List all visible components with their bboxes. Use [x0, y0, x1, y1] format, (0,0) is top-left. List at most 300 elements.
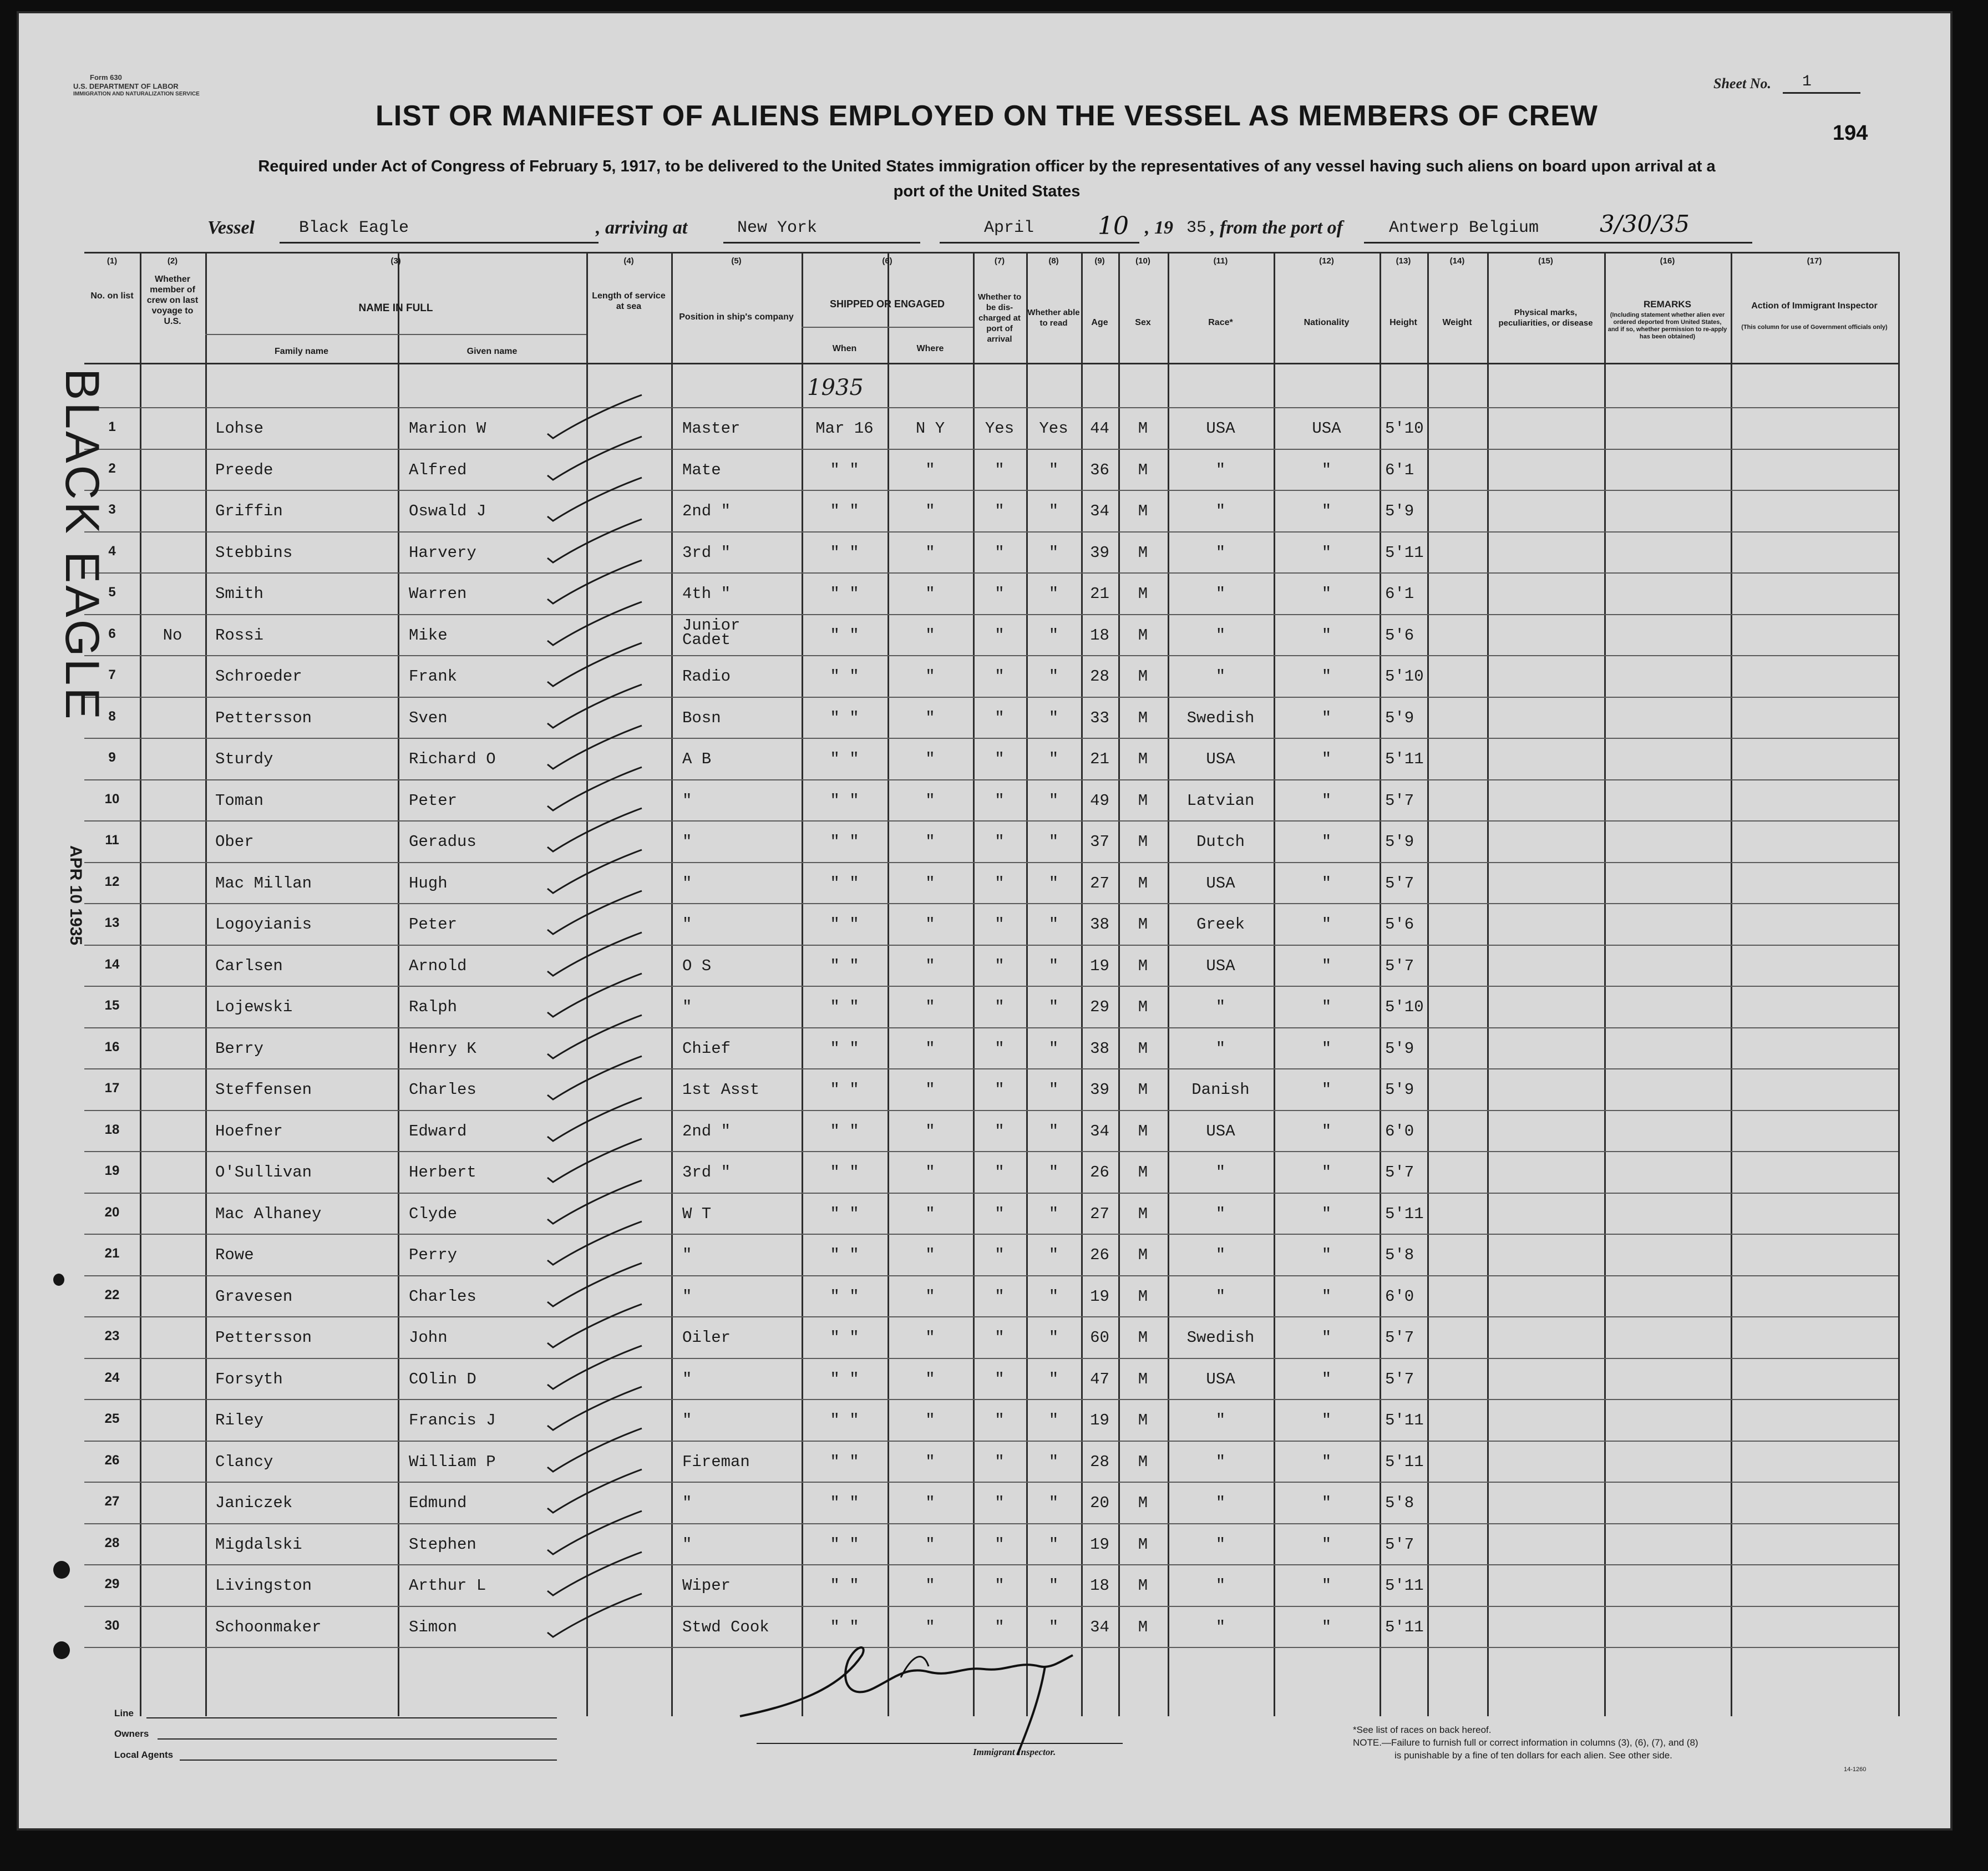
age-cell: 36 — [1090, 460, 1109, 479]
sex-cell: M — [1138, 833, 1148, 851]
arrival-day: 10 — [1098, 212, 1129, 240]
discharged-cell: " — [995, 1618, 1005, 1636]
shipped-subheader-rule — [802, 327, 973, 328]
sex-cell: M — [1138, 667, 1148, 686]
shipped-where-cell: " — [925, 1329, 935, 1347]
shipped-when-cell: " " — [830, 1039, 859, 1058]
family-name-cell: Pettersson — [215, 708, 312, 727]
discharged-cell: " — [995, 1411, 1005, 1429]
height-cell: 5'9 — [1385, 833, 1414, 851]
shipped-where-cell: " — [925, 1246, 935, 1264]
race-cell: USA — [1206, 874, 1235, 893]
shipped-when-cell: " " — [830, 1618, 859, 1636]
shipped-where-cell: " — [925, 1039, 935, 1058]
family-name-cell: Janiczek — [215, 1494, 293, 1512]
height-cell: 5'10 — [1385, 667, 1424, 686]
port-underline — [723, 242, 920, 244]
position-cell: 4th " — [682, 585, 731, 603]
shipped-where-cell: N Y — [915, 419, 945, 438]
sex-cell: M — [1138, 460, 1148, 479]
row-number: 30 — [104, 1618, 120, 1633]
row-number: 2 — [108, 460, 116, 476]
agents-underline — [180, 1760, 557, 1761]
family-name-cell: Riley — [215, 1411, 264, 1429]
column-header: Given name — [466, 347, 518, 356]
able-to-read-cell: " — [1048, 626, 1059, 645]
shipped-when-cell: " " — [830, 460, 859, 479]
given-name-cell: Stephen — [409, 1535, 476, 1554]
discharged-cell: " — [995, 460, 1005, 479]
able-to-read-cell: " — [1048, 998, 1059, 1016]
position-cell: 2nd " — [682, 502, 731, 520]
able-to-read-cell: " — [1048, 1494, 1059, 1512]
last-voyage-cell: No — [163, 626, 182, 645]
race-cell: Greek — [1196, 915, 1245, 934]
stamp-date: APR 10 1935 — [67, 845, 85, 946]
age-cell: 21 — [1090, 750, 1109, 768]
shipped-when-cell: " " — [830, 1163, 859, 1182]
able-to-read-cell: " — [1048, 1039, 1059, 1058]
row-number: 10 — [104, 791, 120, 807]
position-cell: " — [682, 1535, 692, 1554]
nationality-cell: " — [1321, 833, 1332, 851]
binder-hole — [53, 1274, 64, 1286]
nationality-cell: " — [1321, 874, 1332, 893]
arrival-port: New York — [737, 219, 818, 237]
race-cell: " — [1215, 1535, 1226, 1554]
able-to-read-cell: " — [1048, 1204, 1059, 1223]
year-prefix: , 19 — [1145, 217, 1173, 238]
shipped-when-cell: " " — [830, 667, 859, 686]
age-cell: 18 — [1090, 626, 1109, 645]
position-cell: " — [682, 874, 692, 893]
given-name-cell: Henry K — [409, 1039, 476, 1058]
penalty-note-1: NOTE.—Failure to furnish full or correct information in columns (3), (6), (7), and (8) — [1353, 1737, 1698, 1748]
able-to-read-cell: " — [1048, 1246, 1059, 1264]
nationality-cell: " — [1321, 956, 1332, 975]
nationality-cell: " — [1321, 1411, 1332, 1429]
discharged-cell: " — [995, 750, 1005, 768]
sex-cell: M — [1138, 1122, 1148, 1140]
row-number: 15 — [104, 998, 120, 1013]
race-cell: " — [1215, 1204, 1226, 1223]
owners-underline — [158, 1738, 557, 1740]
age-cell: 33 — [1090, 708, 1109, 727]
position-cell: " — [682, 1370, 692, 1388]
family-name-cell: Lohse — [215, 419, 264, 438]
given-name-cell: Hugh — [409, 874, 448, 893]
position-cell: Chief — [682, 1039, 731, 1058]
shipped-when-cell: " " — [830, 1204, 859, 1223]
given-name-cell: William P — [409, 1452, 496, 1471]
side-stamp — [36, 368, 109, 1056]
position-cell: Oiler — [682, 1329, 731, 1347]
nationality-cell: " — [1321, 1081, 1332, 1099]
race-cell: " — [1215, 1494, 1226, 1512]
race-cell: " — [1215, 460, 1226, 479]
race-cell: Danish — [1191, 1081, 1250, 1099]
shipped-when-cell: " " — [830, 502, 859, 520]
position-cell: " — [682, 998, 692, 1016]
discharged-cell: " — [995, 1535, 1005, 1554]
nationality-cell: " — [1321, 1370, 1332, 1388]
position-cell: 3rd " — [682, 1163, 731, 1182]
height-cell: 6'1 — [1385, 585, 1414, 603]
height-cell: 5'6 — [1385, 626, 1414, 645]
shipped-where-cell: " — [925, 502, 935, 520]
shipped-when-cell: " " — [830, 750, 859, 768]
race-cell: " — [1215, 1246, 1226, 1264]
race-cell: USA — [1206, 419, 1235, 438]
shipped-where-cell: " — [925, 1618, 935, 1636]
column-header: Whether able to read — [1027, 308, 1080, 328]
departure-date: 3/30/35 — [1600, 210, 1690, 237]
column-number: (8) — [1048, 256, 1059, 266]
owners-label: Owners — [114, 1728, 149, 1739]
family-name-cell: Clancy — [215, 1452, 273, 1471]
able-to-read-cell: " — [1048, 750, 1059, 768]
row-number: 14 — [104, 956, 120, 972]
discharged-cell: " — [995, 1452, 1005, 1471]
sex-cell: M — [1138, 626, 1148, 645]
age-cell: 19 — [1090, 1411, 1109, 1429]
nationality-cell: " — [1321, 791, 1332, 810]
discharged-cell: " — [995, 1287, 1005, 1306]
column-number: (11) — [1213, 256, 1228, 266]
name-subheader-rule — [205, 334, 586, 335]
column-number: (12) — [1319, 256, 1334, 266]
sheet-number-value: 1 — [1802, 73, 1812, 90]
column-number: (1) — [106, 256, 118, 266]
arrival-month: April — [984, 219, 1034, 237]
sex-cell: M — [1138, 1411, 1148, 1429]
shipped-where-cell: " — [925, 750, 935, 768]
able-to-read-cell: " — [1048, 708, 1059, 727]
family-name-cell: Mac Alhaney — [215, 1204, 322, 1223]
column-header: Whether to be dis-charged at port of arrival — [977, 292, 1022, 344]
discharged-cell: " — [995, 956, 1005, 975]
nationality-cell: " — [1321, 585, 1332, 603]
form-code: 14-1260 — [1844, 1766, 1867, 1773]
nationality-cell: " — [1321, 1329, 1332, 1347]
shipped-when-cell: " " — [830, 791, 859, 810]
family-name-cell: Schroeder — [215, 667, 302, 686]
given-name-cell: COlin D — [409, 1370, 476, 1388]
given-name-cell: Oswald J — [409, 502, 486, 520]
race-cell: " — [1215, 667, 1226, 686]
able-to-read-cell: " — [1048, 1122, 1059, 1140]
column-header: REMARKS — [1644, 299, 1691, 310]
given-name-cell: Mike — [409, 626, 448, 645]
position-cell: A B — [682, 750, 712, 768]
nationality-cell: " — [1321, 915, 1332, 934]
nationality-cell: " — [1321, 502, 1332, 520]
able-to-read-cell: " — [1048, 1535, 1059, 1554]
race-cell: USA — [1206, 1370, 1235, 1388]
penalty-note-2: is punishable by a fine of ten dollars for each alien. See other side. — [1394, 1750, 1672, 1761]
age-cell: 39 — [1090, 1081, 1109, 1099]
header-bottom-rule — [84, 363, 1898, 364]
sex-cell: M — [1138, 1370, 1148, 1388]
nationality-cell: " — [1321, 1039, 1332, 1058]
family-name-cell: Lojewski — [215, 998, 293, 1016]
race-cell: " — [1215, 543, 1226, 562]
able-to-read-cell: " — [1048, 833, 1059, 851]
shipped-where-cell: " — [925, 626, 935, 645]
service-check-mark — [542, 1589, 647, 1639]
row-number: 24 — [104, 1370, 120, 1385]
discharged-cell: " — [995, 791, 1005, 810]
row-number: 25 — [104, 1411, 120, 1426]
column-number: (7) — [994, 256, 1005, 266]
family-name-cell: Logoyianis — [215, 915, 312, 934]
row-number: 19 — [104, 1163, 120, 1178]
able-to-read-cell: " — [1048, 956, 1059, 975]
column-header: Position in ship's company — [679, 312, 794, 322]
given-name-cell: Edward — [409, 1122, 467, 1140]
column-number: (4) — [623, 256, 634, 266]
discharged-cell: " — [995, 1370, 1005, 1388]
family-name-cell: Toman — [215, 791, 264, 810]
able-to-read-cell: " — [1048, 1411, 1059, 1429]
race-cell: USA — [1206, 1122, 1235, 1140]
able-to-read-cell: " — [1048, 1081, 1059, 1099]
position-cell: 3rd " — [682, 543, 731, 562]
shipped-where-cell: " — [925, 708, 935, 727]
column-header: Family name — [275, 347, 328, 356]
arriving-label: , arriving at — [596, 217, 688, 238]
age-cell: 60 — [1090, 1329, 1109, 1347]
shipped-where-cell: " — [925, 585, 935, 603]
height-cell: 6'0 — [1385, 1287, 1414, 1306]
row-number: 3 — [108, 502, 116, 517]
column-header: Whether member of crew on last voyage to U.S. — [146, 275, 199, 326]
local-agents-label: Local Agents — [114, 1750, 174, 1760]
row-number: 9 — [108, 750, 116, 765]
shipped-when-cell: " " — [830, 626, 859, 645]
given-name-cell: Peter — [409, 915, 458, 934]
binder-hole — [53, 1561, 70, 1579]
height-cell: 5'11 — [1385, 1576, 1424, 1595]
from-port-label: , from the port of — [1210, 217, 1343, 238]
age-cell: 27 — [1090, 874, 1109, 893]
inspector-signature — [729, 1622, 1128, 1766]
race-cell: " — [1215, 1411, 1226, 1429]
discharged-cell: " — [995, 502, 1005, 520]
row-number: 7 — [108, 667, 116, 682]
discharged-cell: Yes — [985, 419, 1015, 438]
position-cell: " — [682, 1411, 692, 1429]
discharged-cell: " — [995, 543, 1005, 562]
race-cell: " — [1215, 1576, 1226, 1595]
age-cell: 34 — [1090, 502, 1109, 520]
age-cell: 47 — [1090, 1370, 1109, 1388]
shipped-where-cell: " — [925, 1452, 935, 1471]
race-cell: " — [1215, 1163, 1226, 1182]
discharged-cell: " — [995, 1494, 1005, 1512]
nationality-cell: " — [1321, 1246, 1332, 1264]
sex-cell: M — [1138, 585, 1148, 603]
row-number: 5 — [108, 585, 116, 600]
age-cell: 37 — [1090, 833, 1109, 851]
family-name-cell: Schoonmaker — [215, 1618, 322, 1636]
height-cell: 5'7 — [1385, 874, 1414, 893]
age-cell: 21 — [1090, 585, 1109, 603]
family-name-cell: Pettersson — [215, 1329, 312, 1347]
age-cell: 44 — [1090, 419, 1109, 438]
family-name-cell: Rossi — [215, 626, 264, 645]
race-cell: USA — [1206, 750, 1235, 768]
nationality-cell: " — [1321, 1576, 1332, 1595]
position-cell: " — [682, 791, 692, 810]
discharged-cell: " — [995, 915, 1005, 934]
shipped-where-cell: " — [925, 956, 935, 975]
race-cell: Dutch — [1196, 833, 1245, 851]
position-cell: Junior Cadet — [682, 616, 741, 649]
race-cell: " — [1215, 1287, 1226, 1306]
shipped-where-cell: " — [925, 1576, 935, 1595]
shipped-when-cell: " " — [830, 915, 859, 934]
race-cell: USA — [1206, 956, 1235, 975]
column-number: (5) — [731, 256, 742, 266]
height-cell: 5'9 — [1385, 1039, 1414, 1058]
age-cell: 28 — [1090, 1452, 1109, 1471]
shipped-when-cell: " " — [830, 1494, 859, 1512]
given-name-cell: Harvery — [409, 543, 476, 562]
row-number: 4 — [108, 543, 116, 559]
service-label: IMMIGRATION AND NATURALIZATION SERVICE — [73, 91, 200, 97]
shipped-when-cell: " " — [830, 1329, 859, 1347]
year-annotation: 1935 — [807, 375, 864, 400]
shipped-when-cell: " " — [830, 585, 859, 603]
position-cell: " — [682, 833, 692, 851]
discharged-cell: " — [995, 1204, 1005, 1223]
given-name-cell: Clyde — [409, 1204, 458, 1223]
able-to-read-cell: " — [1048, 1618, 1059, 1636]
shipped-when-cell: " " — [830, 874, 859, 893]
discharged-cell: " — [995, 998, 1005, 1016]
position-cell: W T — [682, 1204, 712, 1223]
able-to-read-cell: " — [1048, 1163, 1059, 1182]
column-header: When — [832, 344, 857, 353]
vessel-underline — [280, 242, 599, 244]
age-cell: 18 — [1090, 1576, 1109, 1595]
height-cell: 5'9 — [1385, 1081, 1414, 1099]
given-name-cell: Warren — [409, 585, 467, 603]
able-to-read-cell: " — [1048, 1576, 1059, 1595]
shipped-where-cell: " — [925, 460, 935, 479]
shipped-where-cell: " — [925, 1204, 935, 1223]
shipped-where-cell: " — [925, 998, 935, 1016]
form-number: Form 630 — [90, 73, 122, 82]
able-to-read-cell: Yes — [1039, 419, 1068, 438]
age-cell: 34 — [1090, 1618, 1109, 1636]
given-name-cell: Marion W — [409, 419, 486, 438]
row-number: 26 — [104, 1452, 120, 1468]
column-header: Weight — [1442, 318, 1472, 327]
race-cell: " — [1215, 502, 1226, 520]
shipped-when-cell: " " — [830, 1246, 859, 1264]
row-number: 13 — [104, 915, 120, 930]
given-name-cell: Alfred — [409, 460, 467, 479]
row-number: 1 — [108, 419, 116, 434]
given-name-cell: Arnold — [409, 956, 467, 975]
column-number: (6) — [882, 256, 892, 266]
nationality-cell: " — [1321, 998, 1332, 1016]
height-cell: 5'11 — [1385, 543, 1424, 562]
shipped-when-cell: " " — [830, 833, 859, 851]
column-header: Race* — [1208, 318, 1233, 327]
column-header: Where — [916, 344, 944, 353]
column-header: Length of service at sea — [592, 291, 666, 311]
shipped-where-cell: " — [925, 833, 935, 851]
line-label: Line — [114, 1708, 134, 1718]
shipped-when-cell: " " — [830, 998, 859, 1016]
family-name-cell: Livingston — [215, 1576, 312, 1595]
family-name-cell: Stebbins — [215, 543, 293, 562]
shipped-where-cell: " — [925, 791, 935, 810]
discharged-cell: " — [995, 667, 1005, 686]
column-number: (3) — [390, 256, 401, 266]
height-cell: 5'11 — [1385, 1204, 1424, 1223]
sex-cell: M — [1138, 1618, 1148, 1636]
row-number: 28 — [104, 1535, 120, 1550]
shipped-when-cell: " " — [830, 543, 859, 562]
vessel-name: Black Eagle — [299, 219, 409, 237]
age-cell: 34 — [1090, 1122, 1109, 1140]
column-header: (Including statement whether alien ever ordered deported from United States, and if so, whether permission to re-apply has been obtained) — [1607, 312, 1727, 340]
able-to-read-cell: " — [1048, 1287, 1059, 1306]
height-cell: 5'11 — [1385, 1452, 1424, 1471]
race-cell: Swedish — [1186, 708, 1255, 727]
column-number: (16) — [1660, 256, 1675, 266]
position-cell: Master — [682, 419, 741, 438]
height-cell: 5'7 — [1385, 1535, 1414, 1554]
age-cell: 49 — [1090, 791, 1109, 810]
sex-cell: M — [1138, 543, 1148, 562]
family-name-cell: Steffensen — [215, 1081, 312, 1099]
sex-cell: M — [1138, 1204, 1148, 1223]
family-name-cell: Forsyth — [215, 1370, 283, 1388]
age-cell: 38 — [1090, 915, 1109, 934]
shipped-when-cell: Mar 16 — [815, 419, 874, 438]
able-to-read-cell: " — [1048, 460, 1059, 479]
row-number: 27 — [104, 1494, 120, 1509]
able-to-read-cell: " — [1048, 791, 1059, 810]
column-number: (13) — [1396, 256, 1411, 266]
sex-cell: M — [1138, 1039, 1148, 1058]
shipped-where-cell: " — [925, 1163, 935, 1182]
family-name-cell: Mac Millan — [215, 874, 312, 893]
shipped-where-cell: " — [925, 1287, 935, 1306]
column-header: Sex — [1135, 318, 1151, 327]
nationality-cell: " — [1321, 1535, 1332, 1554]
sex-cell: M — [1138, 708, 1148, 727]
page-subtitle-line2: port of the United States — [893, 182, 1081, 200]
discharged-cell: " — [995, 626, 1005, 645]
discharged-cell: " — [995, 874, 1005, 893]
page-title: LIST OR MANIFEST OF ALIENS EMPLOYED ON THE VESSEL AS MEMBERS OF CREW — [376, 100, 1598, 132]
discharged-cell: " — [995, 1576, 1005, 1595]
shipped-when-cell: " " — [830, 1081, 859, 1099]
shipped-when-cell: " " — [830, 1122, 859, 1140]
height-cell: 5'8 — [1385, 1494, 1414, 1512]
family-name-cell: Berry — [215, 1039, 264, 1058]
manifest-sheet — [17, 11, 1952, 1831]
height-cell: 5'10 — [1385, 419, 1424, 438]
shipped-where-cell: " — [925, 667, 935, 686]
given-name-cell: Charles — [409, 1081, 476, 1099]
